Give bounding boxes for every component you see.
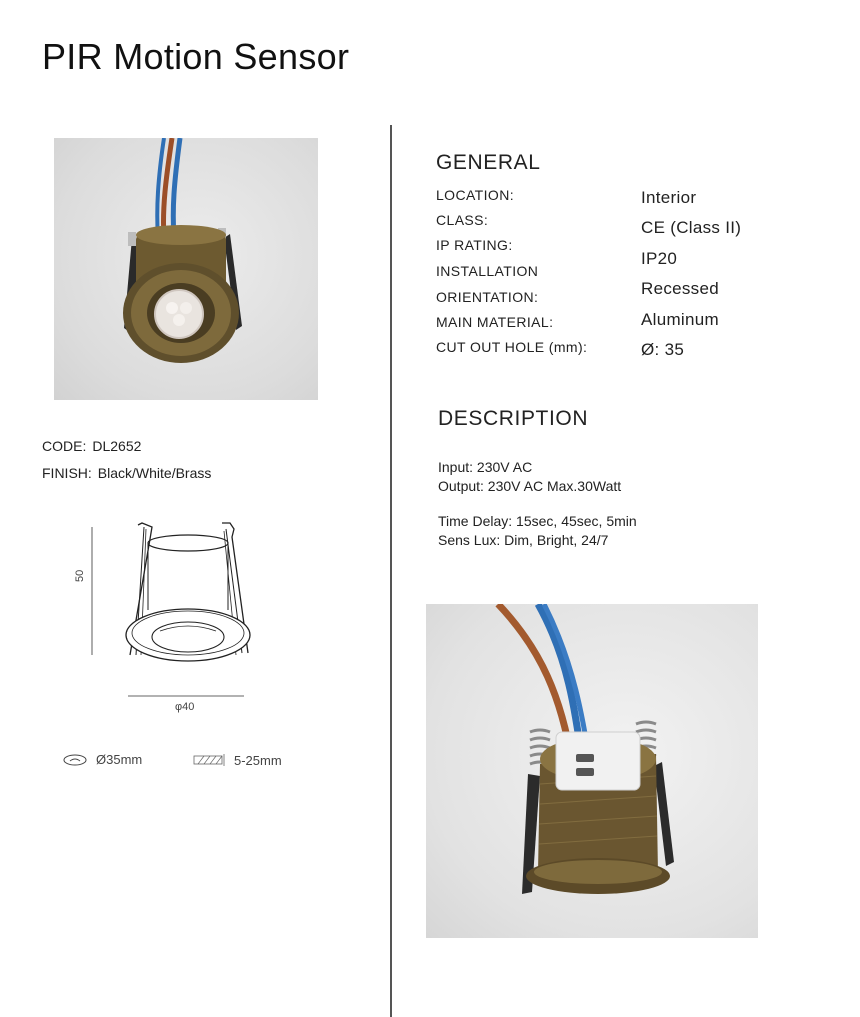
product-finish	[42, 465, 211, 481]
description-line: Sens Lux: Dim, Bright, 24/7	[438, 532, 609, 548]
description-line: Input: 230V AC	[438, 459, 533, 475]
cutout-value: Ø35mm	[96, 752, 143, 767]
spec-label-installation: INSTALLATION	[436, 263, 539, 279]
width-dimension-label: φ40	[175, 701, 195, 713]
spec-label-ip-rating: IP RATING:	[436, 237, 513, 253]
code-label: CODE:	[42, 438, 87, 454]
spec-value-class: CE (Class II)	[641, 218, 742, 237]
technical-drawing	[70, 515, 260, 720]
page-title: PIR Motion Sensor	[42, 36, 350, 77]
cutout-icon	[62, 753, 88, 767]
ceiling-thickness-icon	[192, 752, 226, 768]
product-code	[42, 438, 141, 454]
spec-value-location: Interior	[641, 188, 697, 207]
spec-value-main-material: Ø: 35	[641, 340, 685, 359]
product-photo-front	[54, 138, 318, 400]
finish-label: FINISH:	[42, 465, 92, 481]
description-line: Output: 230V AC Max.30Watt	[438, 478, 622, 494]
spec-label-location: LOCATION:	[436, 187, 515, 203]
spec-value-installation: Recessed	[641, 279, 719, 298]
spec-value-ip-rating: IP20	[641, 249, 678, 268]
product-photo-angled	[426, 604, 758, 938]
thickness-value: 5-25mm	[234, 752, 282, 768]
spec-value-orientation: Aluminum	[641, 310, 719, 329]
code-value: DL2652	[92, 438, 142, 454]
spec-label-main-material: MAIN MATERIAL:	[436, 314, 554, 330]
cutout-legend	[62, 752, 142, 767]
spec-label-class: CLASS:	[436, 212, 489, 228]
spec-label-cut-out-hole: CUT OUT HOLE (mm):	[436, 339, 588, 355]
description-line: Time Delay: 15sec, 45sec, 5min	[438, 513, 637, 529]
height-dimension-label: 50	[74, 569, 86, 582]
description-heading: DESCRIPTION	[438, 407, 589, 430]
spec-label-orientation: ORIENTATION:	[436, 289, 539, 305]
general-heading: GENERAL	[436, 151, 541, 174]
column-divider	[390, 125, 392, 1017]
finish-value: Black/White/Brass	[97, 465, 212, 481]
thickness-legend	[192, 752, 282, 768]
